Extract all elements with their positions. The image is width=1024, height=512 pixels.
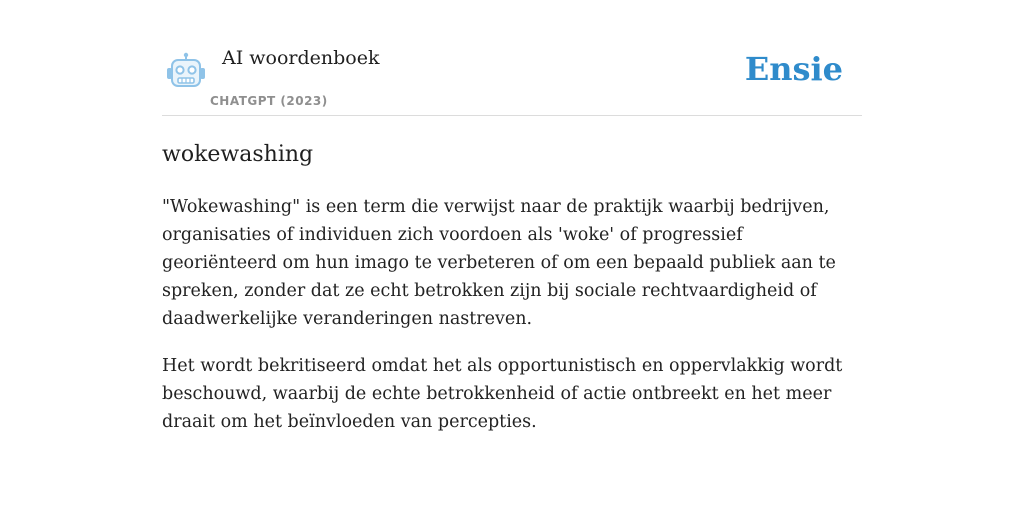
brand-logo[interactable]: Ensie [744,50,843,88]
robot-icon [166,52,206,90]
definition-paragraph: Het wordt bekritiseerd omdat het als opportunistisch en oppervlakkig wordt beschouwd, waarbij de echte betrokkenheid of actie ontbreekt en het meer draait om het beïnvloeden van percepties. [162,356,843,432]
source-label: CHATGPT (2023) [210,94,328,108]
entry-term: wokewashing [162,142,314,167]
dictionary-title: AI woordenboek [222,47,380,69]
entry-header [162,44,862,116]
page [162,0,862,436]
definition [162,193,862,436]
definition-paragraph: "Wokewashing" is een term die verwijst naar de praktijk waarbij bedrijven, organisaties of individuen zich voordoen als 'woke' of progressief georiënteerd om hun imago te verbeteren of om een bepaald publiek aan te spreken, zonder dat ze echt betrokken zijn bij sociale rechtvaardigheid of daadwerkelijke veranderingen nastreven. [162,197,836,329]
